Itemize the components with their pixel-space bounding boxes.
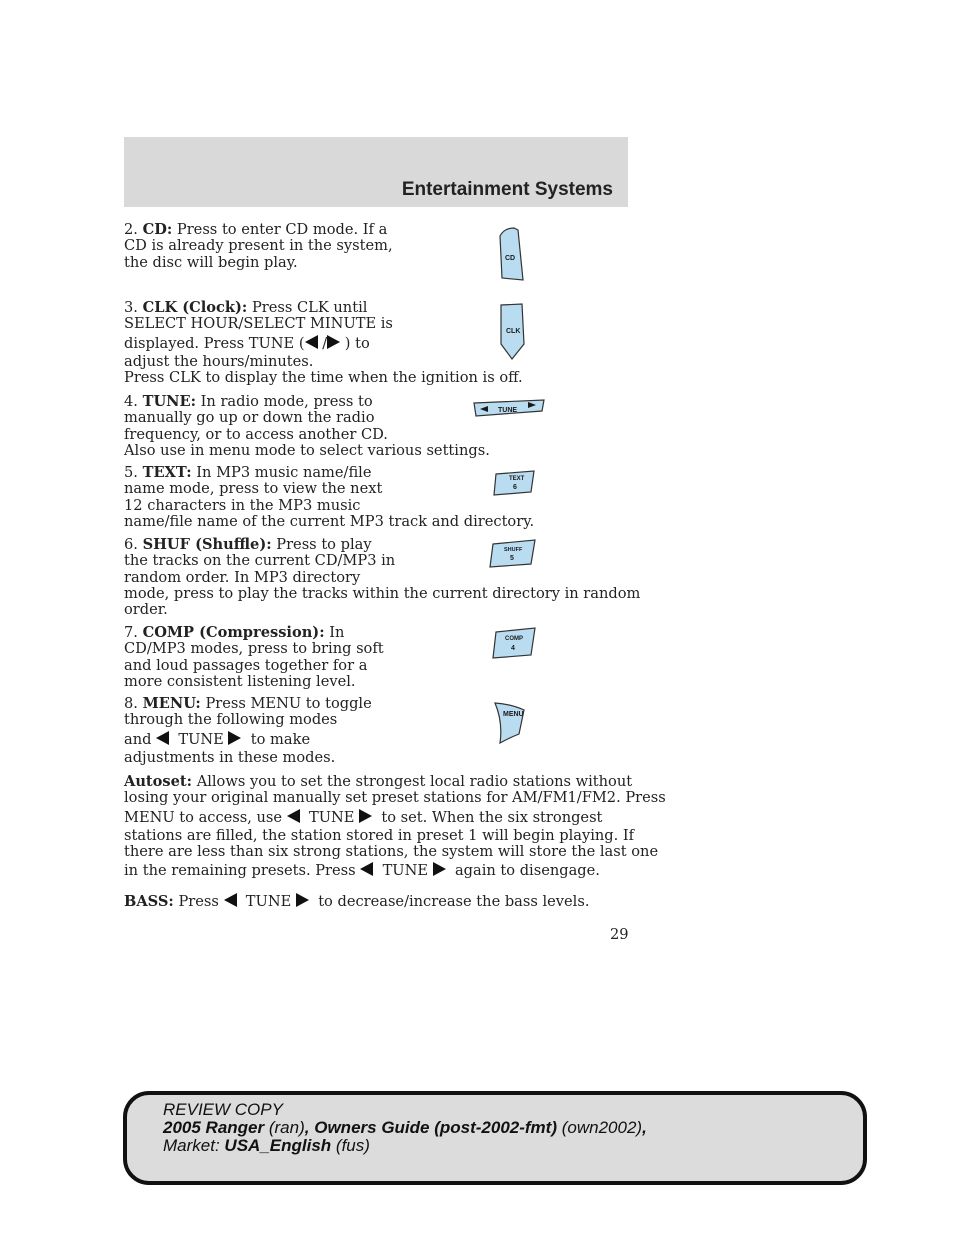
autoset-text: stations are filled, the station stored in preset 1 will begin playing. If	[124, 826, 635, 844]
tune-right-arrow-icon	[327, 335, 340, 349]
item-text: frequency, or to access another CD.	[124, 425, 388, 443]
item-number: 2.	[124, 221, 138, 238]
item-text: displayed. Press TUNE (	[124, 334, 305, 352]
item-label: TUNE:	[142, 393, 197, 410]
autoset-paragraph	[124, 774, 666, 880]
autoset-text: to set. When the six strongest	[381, 808, 603, 826]
item-text: and loud passages together for a	[124, 656, 368, 674]
item-tune	[124, 394, 490, 459]
footer-separator: ,	[642, 1118, 647, 1137]
item-text: adjustments in these modes.	[124, 748, 336, 766]
item-shuf	[124, 537, 640, 618]
footer-guide-code: (own2002)	[561, 1118, 643, 1137]
item-text: TUNE	[178, 730, 224, 748]
item-comp	[124, 625, 384, 690]
review-copy-footer	[123, 1091, 867, 1185]
autoset-text: TUNE	[308, 808, 355, 826]
item-text: Press MENU to toggle	[205, 695, 372, 712]
item-text-function	[124, 465, 534, 530]
autoset-text: MENU to access, use	[124, 808, 283, 826]
item-clk	[124, 300, 523, 386]
footer-separator: ,	[304, 1118, 310, 1137]
item-number: 7.	[124, 624, 138, 641]
bass-text: to decrease/increase the bass levels.	[318, 893, 590, 910]
shuff-button-illustration	[488, 538, 538, 570]
item-text: ) to	[344, 334, 370, 352]
bass-text: Press	[178, 893, 219, 910]
tune-button-label: TUNE	[498, 407, 518, 414]
menu-button-illustration	[491, 700, 527, 746]
text-button-label: TEXT	[509, 476, 525, 482]
autoset-text: losing your original manually set preset stations for AM/FM1/FM2. Press	[124, 789, 666, 807]
item-label: MENU:	[142, 695, 201, 712]
clk-button-label: CLK	[506, 328, 521, 335]
footer-market-code: (fus)	[335, 1136, 370, 1155]
item-label: CD:	[142, 221, 173, 238]
tune-left-arrow-icon	[224, 893, 237, 907]
bass-label: BASS:	[124, 893, 174, 910]
footer-market: USA_English	[224, 1136, 332, 1155]
shuff-button-label: SHUFF	[504, 547, 523, 553]
autoset-text: TUNE	[382, 862, 429, 880]
tune-right-arrow-icon	[433, 862, 446, 876]
item-text: /	[322, 334, 328, 352]
item-number: 8.	[124, 695, 138, 712]
page-number: 29	[610, 926, 629, 943]
item-text: 12 characters in the MP3 music	[124, 496, 361, 514]
item-text: order.	[124, 601, 168, 619]
item-text: CD is already present in the system,	[124, 237, 393, 255]
bass-paragraph	[124, 893, 589, 910]
item-menu	[124, 696, 372, 766]
item-label: COMP (Compression):	[142, 624, 325, 641]
footer-model: 2005 Ranger	[163, 1118, 265, 1137]
autoset-text: Allows you to set the strongest local radio stations without	[196, 773, 633, 790]
tune-left-arrow-icon	[305, 335, 318, 349]
comp-button-label: COMP	[505, 636, 523, 642]
tune-left-arrow-icon	[156, 731, 169, 745]
section-header	[124, 137, 628, 207]
item-text: manually go up or down the radio	[124, 409, 375, 427]
footer-guide: Owners Guide (post-2002-fmt)	[314, 1118, 557, 1137]
item-text: Press CLK to display the time when the ignition is off.	[124, 369, 523, 387]
autoset-label: Autoset:	[124, 773, 193, 790]
item-text: mode, press to play the tracks within the current directory in random	[124, 584, 641, 602]
footer-review-copy: REVIEW COPY	[163, 1100, 283, 1119]
autoset-text: again to disengage.	[454, 862, 600, 880]
item-text: and	[124, 730, 152, 748]
text-button-illustration	[491, 469, 537, 497]
item-label: CLK (Clock):	[142, 299, 248, 316]
tune-left-arrow-icon	[360, 862, 373, 876]
item-number: 3.	[124, 299, 138, 316]
tune-right-arrow-icon	[228, 731, 241, 745]
item-text: through the following modes	[124, 711, 338, 729]
menu-button-label: MENU	[503, 711, 524, 718]
item-text: name/file name of the current MP3 track and directory.	[124, 512, 535, 530]
item-text: the tracks on the current CD/MP3 in	[124, 552, 396, 570]
footer-text	[163, 1101, 647, 1155]
item-text: Also use in menu mode to select various settings.	[124, 441, 490, 459]
tune-left-arrow-icon	[287, 809, 300, 823]
shuff-button-number: 5	[510, 555, 514, 562]
autoset-text: there are less than six strong stations, the system will store the last one	[124, 843, 659, 861]
item-text: the disc will begin play.	[124, 253, 298, 271]
item-text: Press to enter CD mode. If a	[176, 221, 388, 238]
footer-market-label: Market:	[163, 1136, 220, 1155]
item-text: In MP3 music name/file	[196, 464, 372, 481]
tune-right-arrow-icon	[296, 893, 309, 907]
item-text: random order. In MP3 directory	[124, 568, 361, 586]
item-text: Press to play	[276, 536, 372, 553]
item-text: adjust the hours/minutes.	[124, 352, 314, 370]
item-text: SELECT HOUR/SELECT MINUTE is	[124, 315, 393, 333]
item-label: TEXT:	[142, 464, 192, 481]
autoset-text: in the remaining presets. Press	[124, 862, 356, 880]
comp-button-illustration	[490, 626, 538, 660]
item-text: more consistent listening level.	[124, 672, 356, 690]
item-text: In	[329, 624, 345, 641]
item-text: In radio mode, press to	[200, 393, 373, 410]
item-text: Press CLK until	[251, 299, 368, 316]
tune-right-arrow-icon	[359, 809, 372, 823]
cd-button-label: CD	[505, 255, 516, 262]
item-number: 5.	[124, 464, 138, 481]
tune-button-illustration	[470, 397, 548, 419]
clk-button-illustration	[498, 302, 528, 362]
item-number: 4.	[124, 393, 138, 410]
item-text: CD/MP3 modes, press to bring soft	[124, 640, 384, 658]
item-number: 6.	[124, 536, 138, 553]
item-text: to make	[250, 730, 311, 748]
text-button-number: 6	[513, 484, 517, 491]
footer-model-code: (ran)	[268, 1118, 305, 1137]
cd-button-illustration	[496, 226, 530, 284]
item-cd	[124, 222, 393, 271]
comp-button-number: 4	[511, 645, 515, 652]
item-label: SHUF (Shuffle):	[142, 536, 272, 553]
section-title: Entertainment Systems	[401, 179, 613, 200]
item-text: name mode, press to view the next	[124, 480, 383, 498]
bass-text: TUNE	[245, 893, 292, 910]
